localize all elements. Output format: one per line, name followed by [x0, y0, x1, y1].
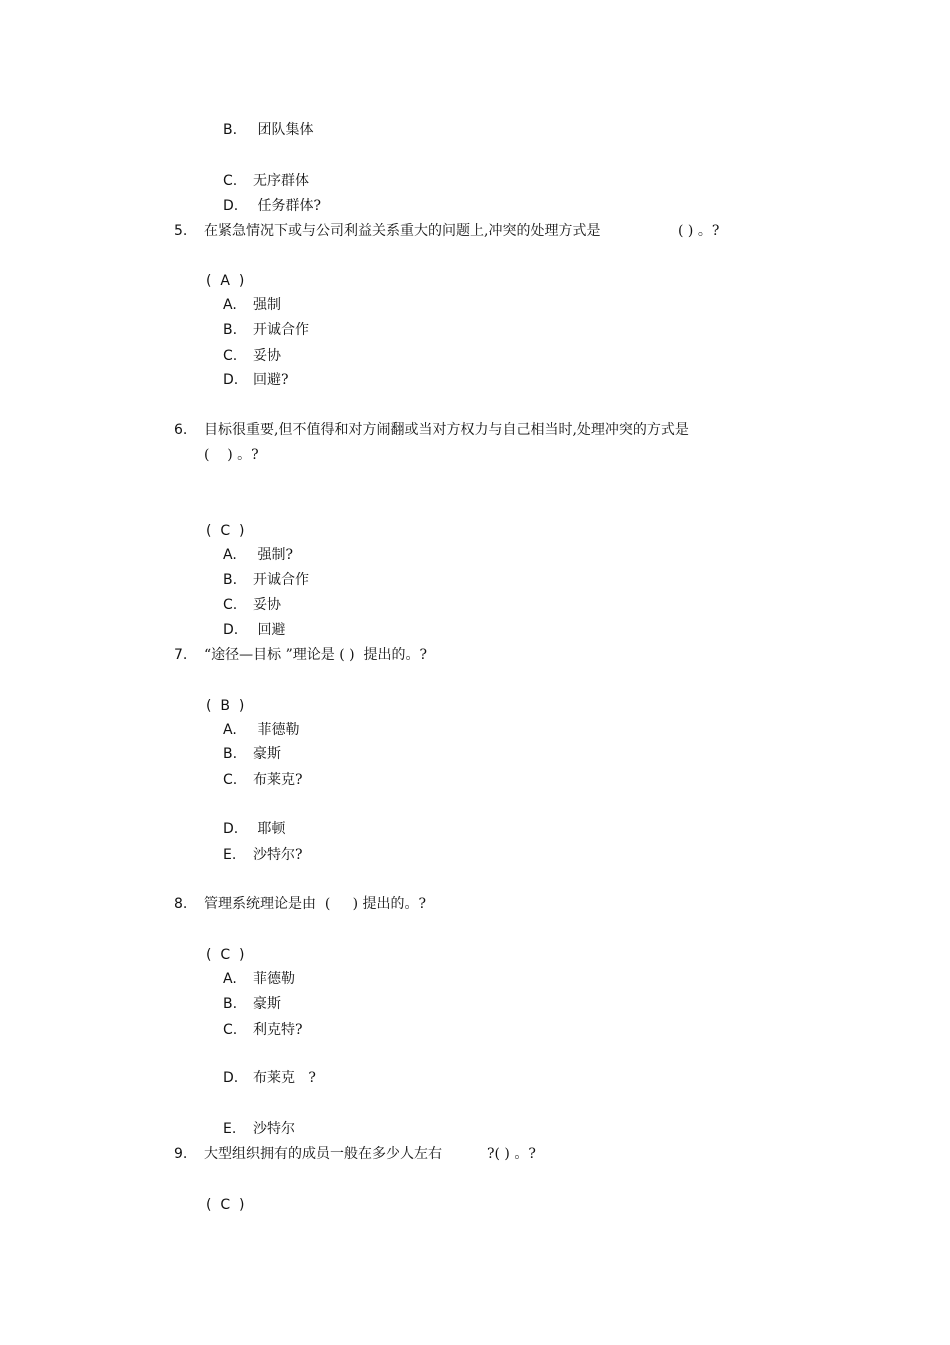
- option-text: 利克特?: [253, 1022, 303, 1038]
- option-letter: D.: [223, 821, 239, 837]
- option-text: 强制?: [253, 547, 293, 563]
- option-letter: D.: [223, 622, 239, 638]
- option-text: 开诚合作: [253, 572, 309, 588]
- question-number: 5.: [174, 223, 188, 239]
- option-text: 布莱克 ?: [253, 1070, 316, 1086]
- option-letter: B.: [223, 322, 238, 338]
- question-blank: ( ) 。?: [678, 223, 720, 239]
- option-text: 开诚合作: [253, 322, 309, 338]
- option-letter: C.: [223, 597, 238, 613]
- option-text: 菲德勒: [253, 722, 300, 738]
- option-letter: A.: [223, 297, 237, 313]
- option-text: 强制: [253, 297, 281, 313]
- option-text: 回避: [253, 622, 286, 638]
- option-text: 任务群体?: [253, 198, 321, 214]
- question-number: 9.: [174, 1146, 188, 1162]
- option-letter: C.: [223, 173, 238, 189]
- answer-label: ( B ): [206, 698, 245, 714]
- option-letter: A.: [223, 547, 237, 563]
- answer-label: ( C ): [206, 947, 245, 963]
- question-text: 大型组织拥有的成员一般在多少人左右: [204, 1146, 442, 1162]
- option-letter: B.: [223, 996, 238, 1012]
- option-letter: C.: [223, 348, 238, 364]
- option-letter: A.: [223, 971, 237, 987]
- option-text: 妥协: [253, 597, 281, 613]
- option-letter: D.: [223, 198, 239, 214]
- option-letter: A.: [223, 722, 237, 738]
- option-letter: D.: [223, 1070, 239, 1086]
- option-letter: E.: [223, 1121, 237, 1137]
- option-letter: D.: [223, 372, 239, 388]
- option-letter: B.: [223, 122, 238, 138]
- option-text: 无序群体: [253, 173, 309, 189]
- option-text: 豪斯: [253, 746, 281, 762]
- option-letter: B.: [223, 746, 238, 762]
- option-text: 妥协: [253, 348, 281, 364]
- question-number: 8.: [174, 896, 188, 912]
- option-text: 沙特尔: [253, 1121, 295, 1137]
- question-text: 目标很重要,但不值得和对方闹翻或当对方权力与自己相当时,处理冲突的方式是: [204, 422, 689, 438]
- answer-label: ( C ): [206, 523, 245, 539]
- option-text: 团队集体: [253, 122, 314, 138]
- option-text: 豪斯: [253, 996, 281, 1012]
- question-text: 管理系统理论是由 ( ) 提出的。?: [204, 896, 427, 912]
- question-blank: ?( ) 。?: [487, 1146, 536, 1162]
- option-letter: C.: [223, 772, 238, 788]
- option-text: 布莱克?: [253, 772, 303, 788]
- option-letter: C.: [223, 1022, 238, 1038]
- question-text: “途径—目标 ”理论是 ( ) 提出的。?: [204, 647, 427, 663]
- option-letter: B.: [223, 572, 238, 588]
- question-number: 7.: [174, 647, 188, 663]
- option-letter: E.: [223, 847, 237, 863]
- option-text: 菲德勒: [253, 971, 295, 987]
- question-text: 在紧急情况下或与公司利益关系重大的问题上,冲突的处理方式是: [204, 223, 601, 239]
- question-number: 6.: [174, 422, 188, 438]
- question-text-continued: ( ) 。?: [204, 447, 259, 463]
- answer-label: ( C ): [206, 1197, 245, 1213]
- option-text: 沙特尔?: [253, 847, 303, 863]
- option-text: 回避?: [253, 372, 289, 388]
- option-text: 耶顿: [253, 821, 286, 837]
- answer-label: ( A ): [206, 273, 245, 289]
